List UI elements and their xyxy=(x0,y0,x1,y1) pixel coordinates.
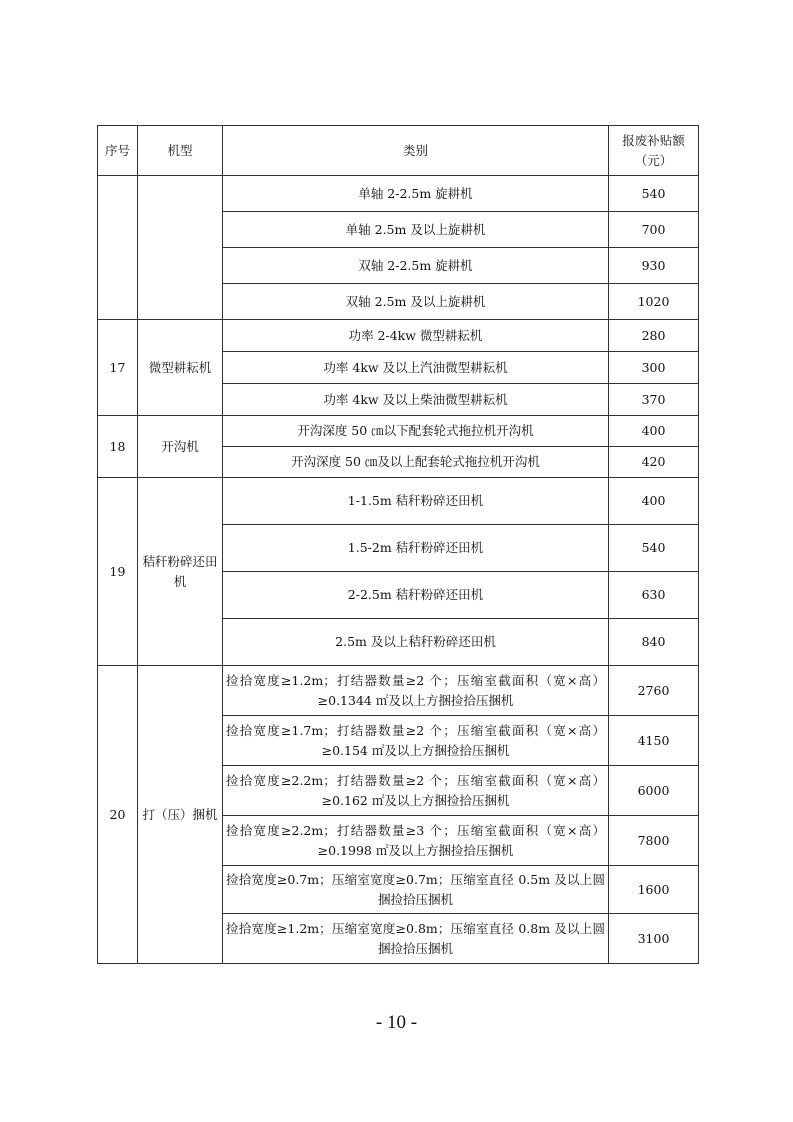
amount-cell: 630 xyxy=(609,572,699,619)
category-cell: 1-1.5m 秸秆粉碎还田机 xyxy=(223,478,609,525)
group-no: 20 xyxy=(98,666,138,964)
header-model: 机型 xyxy=(138,126,223,176)
table-row xyxy=(98,478,699,525)
category-cell: 单轴 2-2.5m 旋耕机 xyxy=(223,176,609,212)
group-model: 微型耕耘机 xyxy=(138,320,223,416)
category-cell: 功率 4kw 及以上汽油微型耕耘机 xyxy=(223,352,609,384)
category-cell: 双轴 2-2.5m 旋耕机 xyxy=(223,248,609,284)
header-amount-line1: 报废补贴额 xyxy=(622,132,685,148)
category-cell: 2.5m 及以上秸秆粉碎还田机 xyxy=(223,619,609,666)
group-no: 17 xyxy=(98,320,138,416)
group-model: 开沟机 xyxy=(138,416,223,478)
amount-cell: 400 xyxy=(609,416,699,447)
amount-cell: 300 xyxy=(609,352,699,384)
amount-cell: 6000 xyxy=(609,766,699,816)
header-no: 序号 xyxy=(98,126,138,176)
subsidy-table xyxy=(97,125,699,964)
group-model: 打（压）捆机 xyxy=(138,666,223,964)
amount-cell: 2760 xyxy=(609,666,699,716)
category-cell: 功率 4kw 及以上柴油微型耕耘机 xyxy=(223,384,609,416)
header-category: 类别 xyxy=(223,126,609,176)
amount-cell: 7800 xyxy=(609,816,699,866)
category-cell: 开沟深度 50 ㎝以下配套轮式拖拉机开沟机 xyxy=(223,416,609,447)
category-cell: 单轴 2.5m 及以上旋耕机 xyxy=(223,212,609,248)
table-row xyxy=(98,666,699,716)
amount-cell: 540 xyxy=(609,176,699,212)
amount-cell: 930 xyxy=(609,248,699,284)
group-model: 秸秆粉碎还田机 xyxy=(138,478,223,666)
amount-cell: 700 xyxy=(609,212,699,248)
group-no: 19 xyxy=(98,478,138,666)
amount-cell: 540 xyxy=(609,525,699,572)
group-no: 18 xyxy=(98,416,138,478)
amount-cell: 840 xyxy=(609,619,699,666)
table-row xyxy=(98,176,699,212)
amount-cell: 400 xyxy=(609,478,699,525)
category-cell: 捡拾宽度≥1.2m；打结器数量≥2 个；压缩室截面积（宽×高）≥0.1344 ㎡及以上方捆捡拾压捆机 xyxy=(223,666,609,716)
category-cell: 捡拾宽度≥2.2m；打结器数量≥3 个；压缩室截面积（宽×高）≥0.1998 ㎡及以上方捆捡拾压捆机 xyxy=(223,816,609,866)
amount-cell: 3100 xyxy=(609,914,699,964)
category-cell: 双轴 2.5m 及以上旋耕机 xyxy=(223,284,609,320)
category-cell: 功率 2-4kw 微型耕耘机 xyxy=(223,320,609,352)
amount-cell: 1020 xyxy=(609,284,699,320)
table-row xyxy=(98,320,699,352)
category-cell: 捡拾宽度≥1.2m；压缩室宽度≥0.8m；压缩室直径 0.8m 及以上圆捆捡拾压捆机 xyxy=(223,914,609,964)
amount-cell: 420 xyxy=(609,447,699,478)
category-cell: 2-2.5m 秸秆粉碎还田机 xyxy=(223,572,609,619)
amount-cell: 370 xyxy=(609,384,699,416)
category-cell: 开沟深度 50 ㎝及以上配套轮式拖拉机开沟机 xyxy=(223,447,609,478)
header-amount xyxy=(609,126,699,176)
category-cell: 捡拾宽度≥1.7m；打结器数量≥2 个；压缩室截面积（宽×高）≥0.154 ㎡及以上方捆捡拾压捆机 xyxy=(223,716,609,766)
amount-cell: 280 xyxy=(609,320,699,352)
page-number: - 10 - xyxy=(375,1012,418,1033)
group-model xyxy=(138,176,223,320)
header-amount-line2: （元） xyxy=(634,152,673,168)
category-cell: 1.5-2m 秸秆粉碎还田机 xyxy=(223,525,609,572)
amount-cell: 1600 xyxy=(609,866,699,914)
category-cell: 捡拾宽度≥0.7m；压缩室宽度≥0.7m；压缩室直径 0.5m 及以上圆捆捡拾压捆机 xyxy=(223,866,609,914)
group-no xyxy=(98,176,138,320)
category-cell: 捡拾宽度≥2.2m；打结器数量≥2 个；压缩室截面积（宽×高）≥0.162 ㎡及以上方捆捡拾压捆机 xyxy=(223,766,609,816)
table-row xyxy=(98,416,699,447)
table-header-row xyxy=(98,126,699,176)
amount-cell: 4150 xyxy=(609,716,699,766)
